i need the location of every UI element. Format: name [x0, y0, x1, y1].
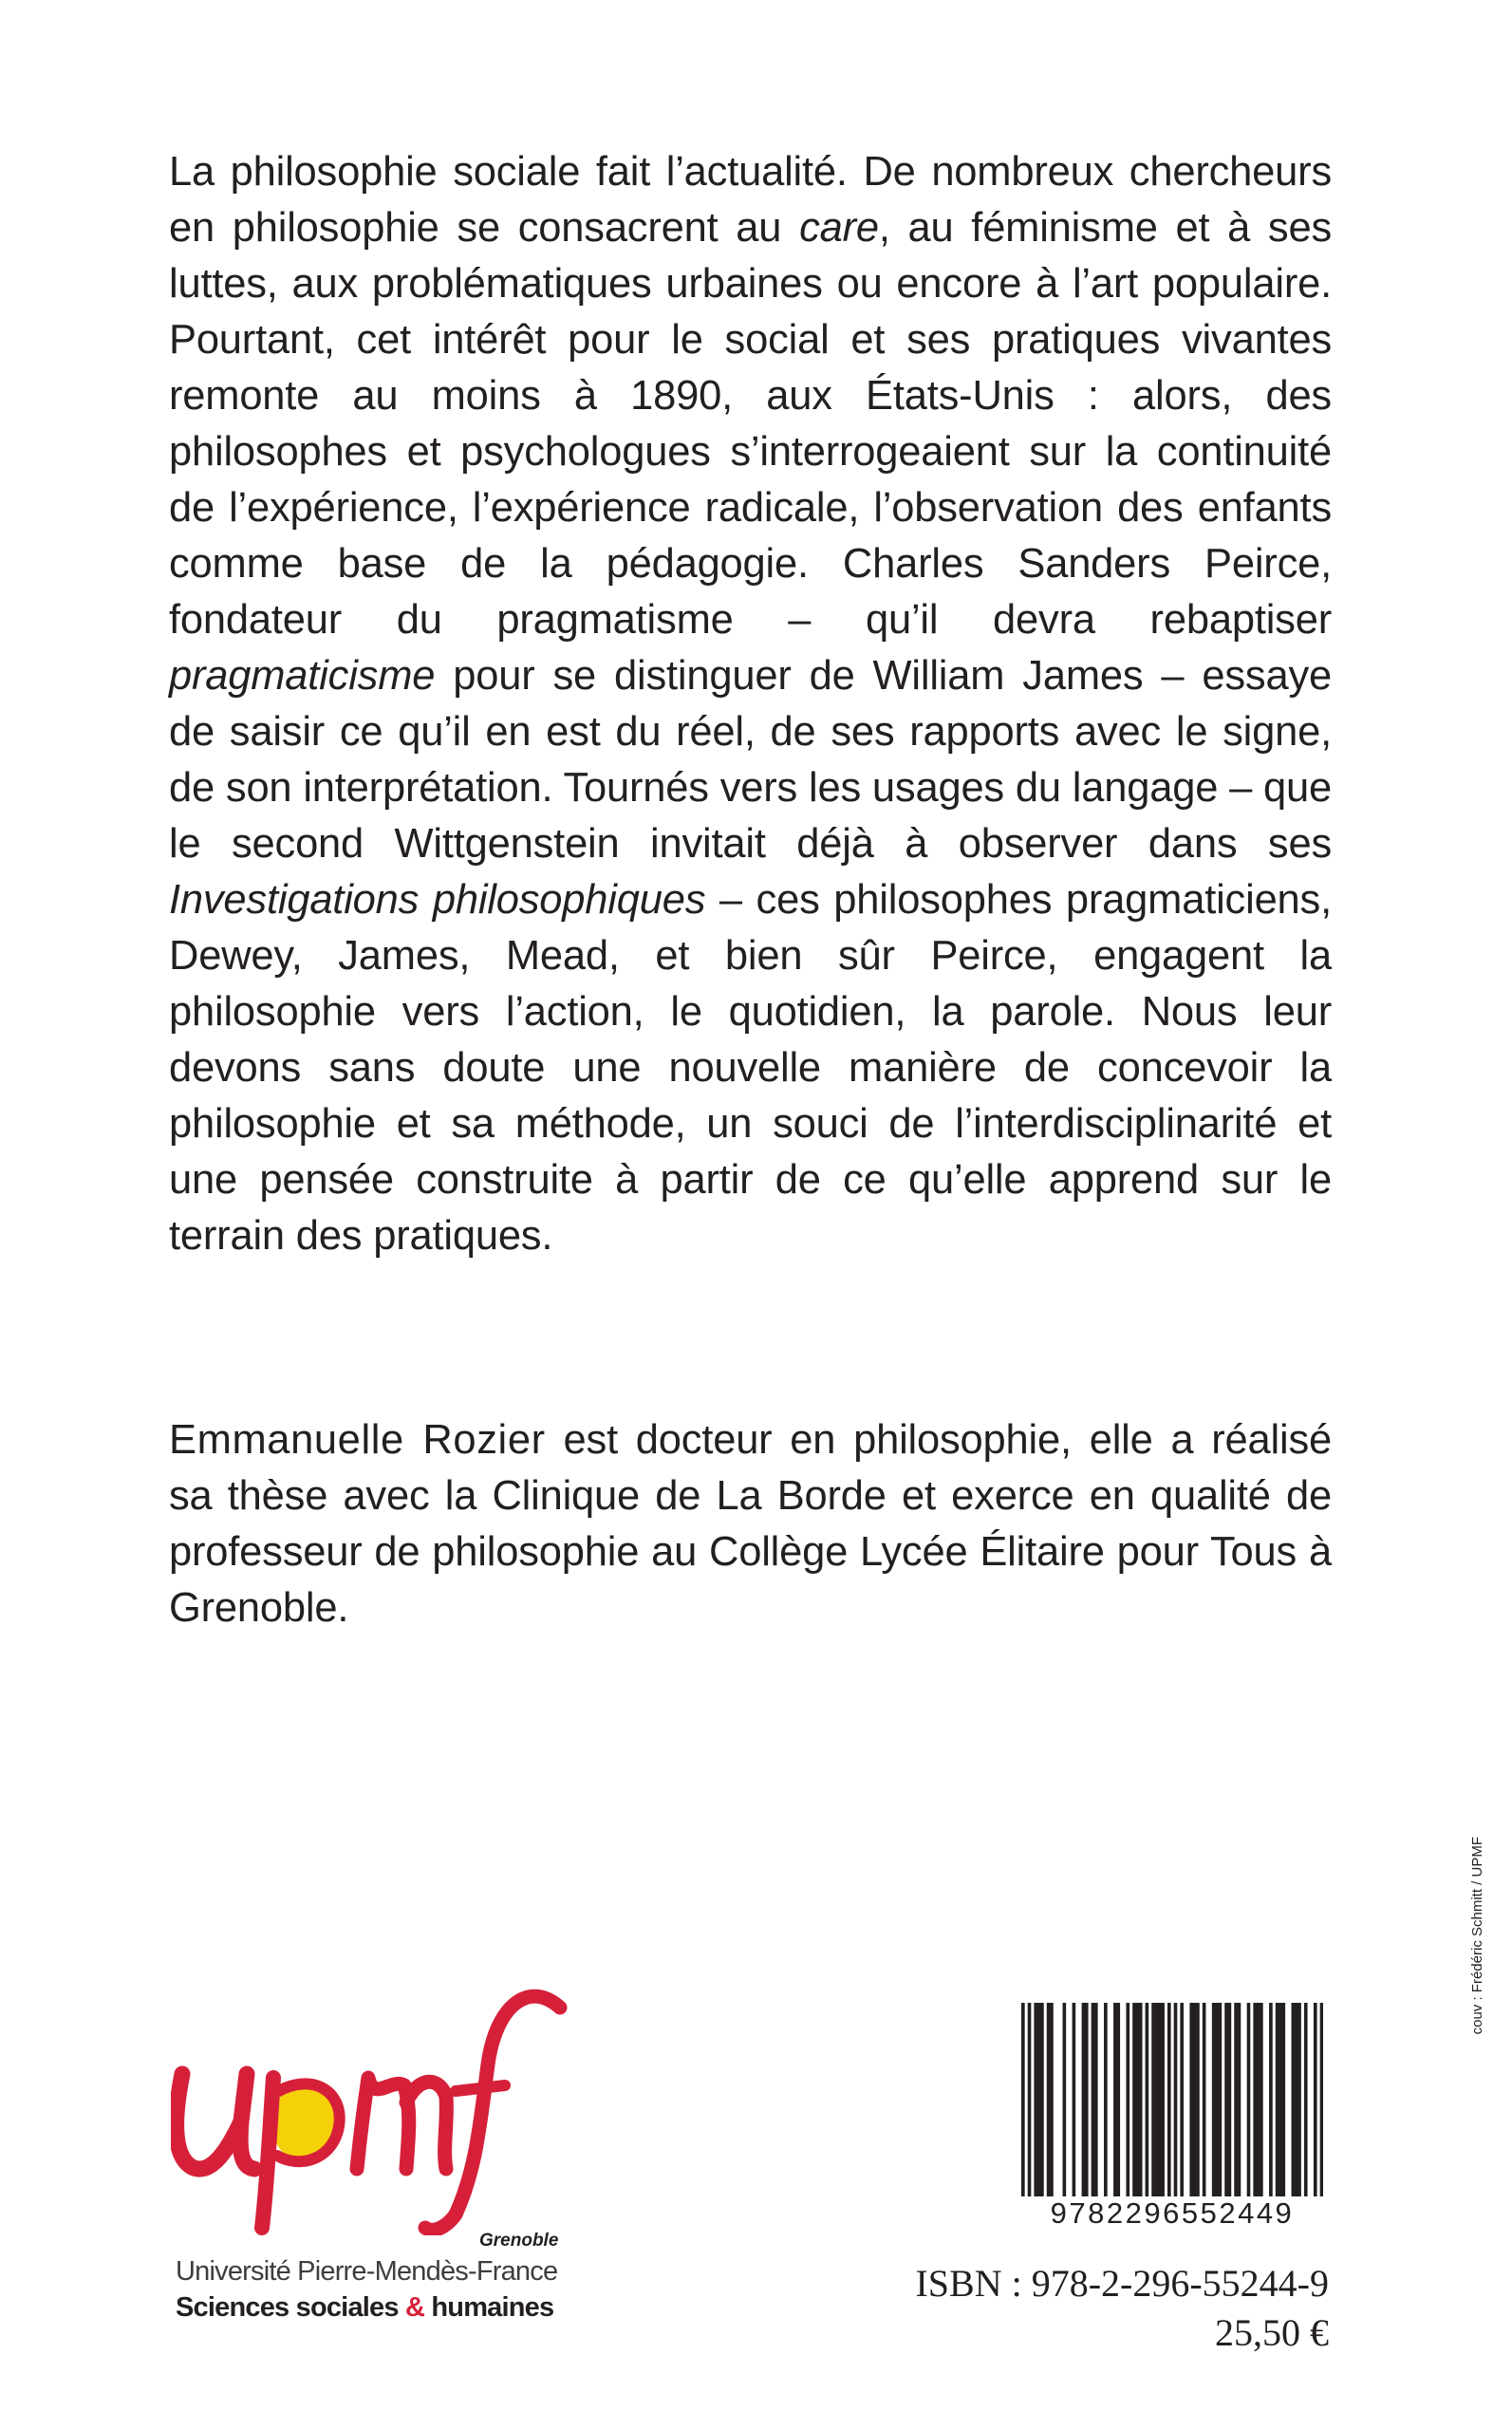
- publisher-logo: [171, 1979, 569, 2330]
- author-bio: [169, 1412, 1332, 1636]
- barcode-bar: [1085, 2003, 1089, 2196]
- barcode-bar: [1224, 2003, 1228, 2196]
- barcode-bar: [1082, 2003, 1086, 2196]
- barcode-bar: [1063, 2003, 1067, 2196]
- barcode-bar: [1113, 2003, 1117, 2196]
- summary-italic-pragmaticisme: pragmaticisme: [169, 653, 436, 699]
- barcode-bar: [1276, 2003, 1279, 2196]
- summary-italic-care: care: [799, 205, 879, 251]
- barcode-bar: [1189, 2003, 1193, 2196]
- barcode-bar: [1253, 2003, 1257, 2196]
- barcode-bar: [1260, 2003, 1263, 2196]
- barcode-bar: [1047, 2003, 1051, 2196]
- summary-text-3: pour se distinguer de William James – essaye de saisir ce qu’il en est du réel, de ses rapports avec le signe, de son interprétation. Tournés vers les usages du langage – que le second Wittgenstein invitait déjà à observer dans ses: [169, 653, 1332, 867]
- logo-university-name: Université Pierre-Mendès-France: [176, 2256, 558, 2287]
- barcode-bar: [1021, 2003, 1025, 2196]
- logo-faculty-part-a: Sciences sociales: [176, 2292, 405, 2323]
- barcode-bar: [1050, 2003, 1054, 2196]
- barcode-bar: [1136, 2003, 1140, 2196]
- barcode-bar: [1116, 2003, 1120, 2196]
- author-name: Emmanuelle Rozier: [169, 1417, 546, 1463]
- barcode-bar: [1104, 2003, 1108, 2196]
- barcode-bar: [1167, 2003, 1171, 2196]
- barcode-bar: [1269, 2003, 1273, 2196]
- isbn: ISBN : 978-2-296-55244-9: [915, 2262, 1329, 2305]
- summary-paragraph: [169, 144, 1332, 1264]
- barcode-bar: [1196, 2003, 1200, 2196]
- barcode-bar: [1151, 2003, 1155, 2196]
- barcode-bar: [1304, 2003, 1308, 2196]
- summary-italic-investigations: Investigations philosophiques: [169, 877, 706, 923]
- logo-faculty-ampersand: &: [404, 2292, 425, 2323]
- barcode-bar: [1155, 2003, 1159, 2196]
- barcode-bar: [1212, 2003, 1216, 2196]
- barcode-bar: [1034, 2003, 1037, 2196]
- logo-faculty-name: [176, 2292, 553, 2324]
- upmf-logo-mark: [171, 1979, 569, 2235]
- barcode-bar: [1028, 2003, 1032, 2196]
- barcode-bar: [1238, 2003, 1241, 2196]
- summary-text-1: La philosophie sociale fait l’actualité. De nombreux chercheurs en philosophie se consacrent au: [169, 149, 1332, 251]
- logo-letter-m: [357, 2078, 446, 2169]
- barcode-bar: [1279, 2003, 1282, 2196]
- barcode-bar: [1203, 2003, 1206, 2196]
- barcode-bar: [1247, 2003, 1251, 2196]
- barcode: [1021, 2003, 1323, 2250]
- barcode-bar: [1158, 2003, 1162, 2196]
- cover-credit: couv : Frédéric Schmitt / UPMF: [1469, 1837, 1485, 2035]
- author-bio-text: est docteur en philosophie, elle a réalisé sa thèse avec la Clinique de La Borde et exerce en qualité de professeur de philosophie au Collège Lycée Élitaire pour Tous à Grenoble.: [169, 1417, 1332, 1631]
- barcode-bar: [1295, 2003, 1298, 2196]
- barcode-bar: [1094, 2003, 1098, 2196]
- barcode-bar: [1174, 2003, 1178, 2196]
- barcode-bar: [1126, 2003, 1129, 2196]
- barcode-bar: [1215, 2003, 1219, 2196]
- barcode-bar: [1219, 2003, 1223, 2196]
- barcode-bar: [1073, 2003, 1076, 2196]
- barcode-bar: [1180, 2003, 1184, 2196]
- barcode-bar: [1161, 2003, 1165, 2196]
- barcode-bar: [1146, 2003, 1149, 2196]
- barcode-bar: [1297, 2003, 1301, 2196]
- barcode-bars: [1021, 2003, 1323, 2196]
- barcode-bar: [1281, 2003, 1285, 2196]
- logo-city: Grenoble: [479, 2231, 559, 2251]
- barcode-bar: [1092, 2003, 1095, 2196]
- barcode-digits: 9782296552449: [1050, 2196, 1295, 2230]
- barcode-bar: [1314, 2003, 1317, 2196]
- logo-letter-p-stem: [262, 2078, 273, 2228]
- barcode-bar: [1228, 2003, 1232, 2196]
- barcode-bar: [1139, 2003, 1143, 2196]
- barcode-bar: [1037, 2003, 1041, 2196]
- price: 25,50 €: [1215, 2311, 1329, 2354]
- summary-text-2: , au féminisme et à ses luttes, aux problématiques urbaines ou encore à l’art populaire. Pourtant, cet intérêt pour le social et ses pratiques vivantes remonte au moins à 1890, aux États-Unis : alors, des philosophes et psychologues s’interrogeaient sur la continuité de l’expérience, l’expérience radicale, l’observation des enfants comme base de la pédagogie. Charles Sanders Peirce, fondateur du pragmatisme – qu’il devra rebaptiser: [169, 205, 1332, 643]
- barcode-bar: [1132, 2003, 1136, 2196]
- barcode-bar: [1193, 2003, 1197, 2196]
- logo-faculty-part-b: humaines: [424, 2292, 554, 2323]
- barcode-bar: [1040, 2003, 1044, 2196]
- barcode-bar: [1292, 2003, 1296, 2196]
- barcode-bar: [1320, 2003, 1323, 2196]
- barcode-bar: [1234, 2003, 1238, 2196]
- barcode-bar: [1257, 2003, 1260, 2196]
- summary-text-4: – ces philosophes pragmaticiens, Dewey, James, Mead, et bien sûr Peirce, engagent la philosophie vers l’action, le quotidien, la parole. Nous leur devons sans doute une nouvelle manière de concevoir la philosophie et sa méthode, un souci de l’interdisciplinarité et une pensée construite à partir de ce qu’elle apprend sur le terrain des pratiques.: [169, 877, 1332, 1259]
